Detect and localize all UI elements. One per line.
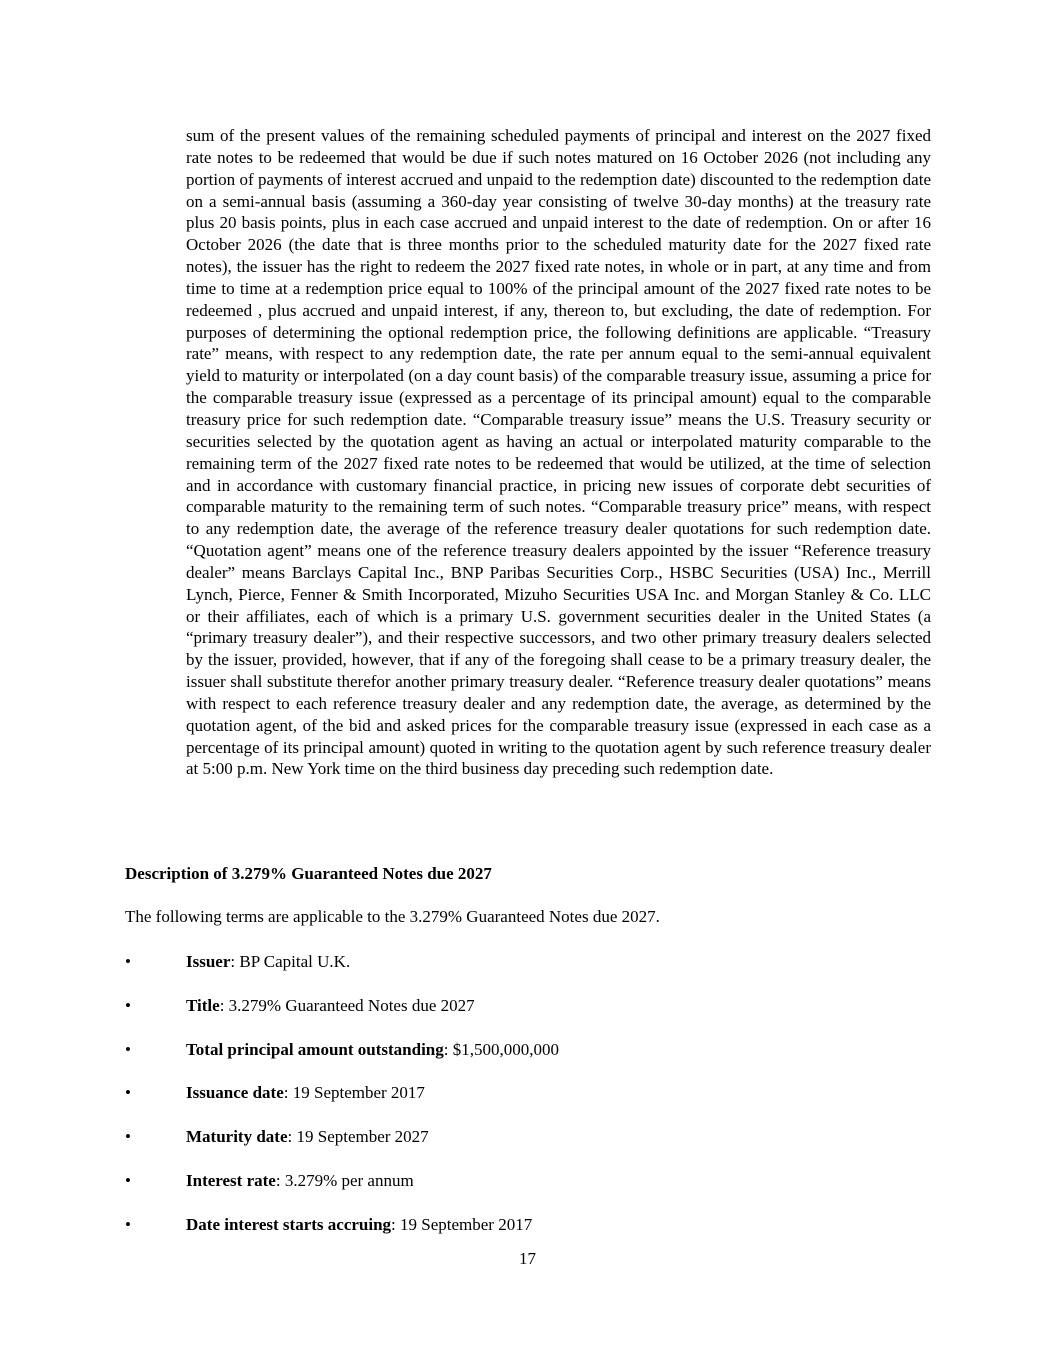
body-paragraph: sum of the present values of the remaining scheduled payments of principal and interest on the 2027 fixed rate notes to be redeemed that would be due if such notes matured on 16 October 2026 (not including any portion of payments of interest accrued and unpaid to the redemption date) discounted to the redemption date on a semi-annual basis (assuming a 360-day year consisting of twelve 30-day months) at the treasury rate plus 20 basis points, plus in each case accrued and unpaid interest to the date of redemption. On or after 16 October 2026 (the date that is three months prior to the scheduled maturity date for the 2027 fixed rate notes), the issuer has the right to redeem the 2027 fixed rate notes, in whole or in part, at any time and from time to time at a redemption price equal to 100% of the principal amount of the 2027 fixed rate notes to be redeemed , plus accrued and unpaid interest, if any, thereon to, but excluding, the date of redemption. For purposes of determining the optional redemption price, the following definitions are applicable. “Treasury rate” means, with respect to any redemption date, the rate per annum equal to the semi-annual equivalent yield to maturity or interpolated (on a day count basis) of the comparable treasury issue, assuming a price for the comparable treasury issue (expressed as a percentage of its principal amount) equal to the comparable treasury price for such redemption date. “Comparable treasury issue” means the U.S. Treasury security or securities selected by the quotation agent as having an actual or interpolated maturity comparable to the remaining term of the 2027 fixed rate notes to be redeemed that would be utilized, at the time of selection and in accordance with customary financial practice, in pricing new issues of corporate debt securities of comparable maturity to the remaining term of such notes. “Comparable treasury price” means, with respect to any redemption date, the average of the reference treasury dealer quotations for such redemption date. “Quotation agent” means one of the reference treasury dealers appointed by the issuer “Reference treasury dealer” means Barclays Capital Inc., BNP Paribas Securities Corp., HSBC Securities (USA) Inc., Merrill Lynch, Pierce, Fenner & Smith Incorporated, Mizuho Securities USA Inc. and Morgan Stanley & Co. LLC or their affiliates, each of which is a primary U.S. government securities dealer in the United States (a “primary treasury dealer”), and their respective successors, and two other primary treasury dealers selected by the issuer, provided, however, that if any of the foregoing shall cease to be a primary treasury dealer, the issuer shall substitute therefor another primary treasury dealer. “Reference treasury dealer quotations” means with respect to each reference treasury dealer and any redemption date, the average, as determined by the quotation agent, of the bid and asked prices for the comparable treasury issue (expressed in each case as a percentage of its principal amount) quoted in writing to the quotation agent by such reference treasury dealer at 5:00 p.m. New York time on the third business day preceding such redemption date. — [186, 126, 931, 779]
bullet-icon: • — [125, 1083, 131, 1103]
term-text — [186, 1083, 425, 1103]
section-heading: Description of 3.279% Guaranteed Notes due 2027 — [125, 864, 492, 883]
term-text — [186, 1171, 414, 1191]
term-text — [186, 996, 475, 1016]
term-value: : $1,500,000,000 — [443, 1039, 559, 1059]
term-text — [186, 1040, 559, 1060]
term-text — [186, 1215, 532, 1235]
term-label: Issuer — [186, 952, 231, 971]
term-value: : 3.279% per annum — [275, 1170, 414, 1190]
bullet-icon: • — [125, 1127, 131, 1147]
bullet-icon: • — [125, 1214, 131, 1234]
term-value: : BP Capital U.K. — [230, 952, 351, 971]
term-text — [186, 1127, 429, 1147]
term-text — [186, 952, 350, 972]
term-label: Title — [186, 995, 220, 1015]
term-label: Interest rate — [186, 1170, 276, 1190]
intro-text: The following terms are applicable to the 3.279% Guaranteed Notes due 2027. — [125, 907, 660, 926]
bullet-icon: • — [125, 952, 131, 971]
term-value: : 19 September 2017 — [391, 1214, 533, 1234]
term-label: Issuance date — [186, 1083, 284, 1103]
bullet-icon: • — [125, 1170, 131, 1190]
term-label: Date interest starts accruing — [186, 1214, 392, 1234]
bullet-icon: • — [125, 1039, 131, 1059]
term-value: : 19 September 2027 — [287, 1127, 429, 1147]
term-label: Total principal amount outstanding — [186, 1039, 444, 1059]
bullet-icon: • — [125, 995, 131, 1015]
page-number: 17 — [519, 1249, 536, 1268]
term-value: : 19 September 2017 — [283, 1083, 425, 1103]
term-label: Maturity date — [186, 1127, 288, 1147]
term-value: : 3.279% Guaranteed Notes due 2027 — [219, 995, 475, 1015]
